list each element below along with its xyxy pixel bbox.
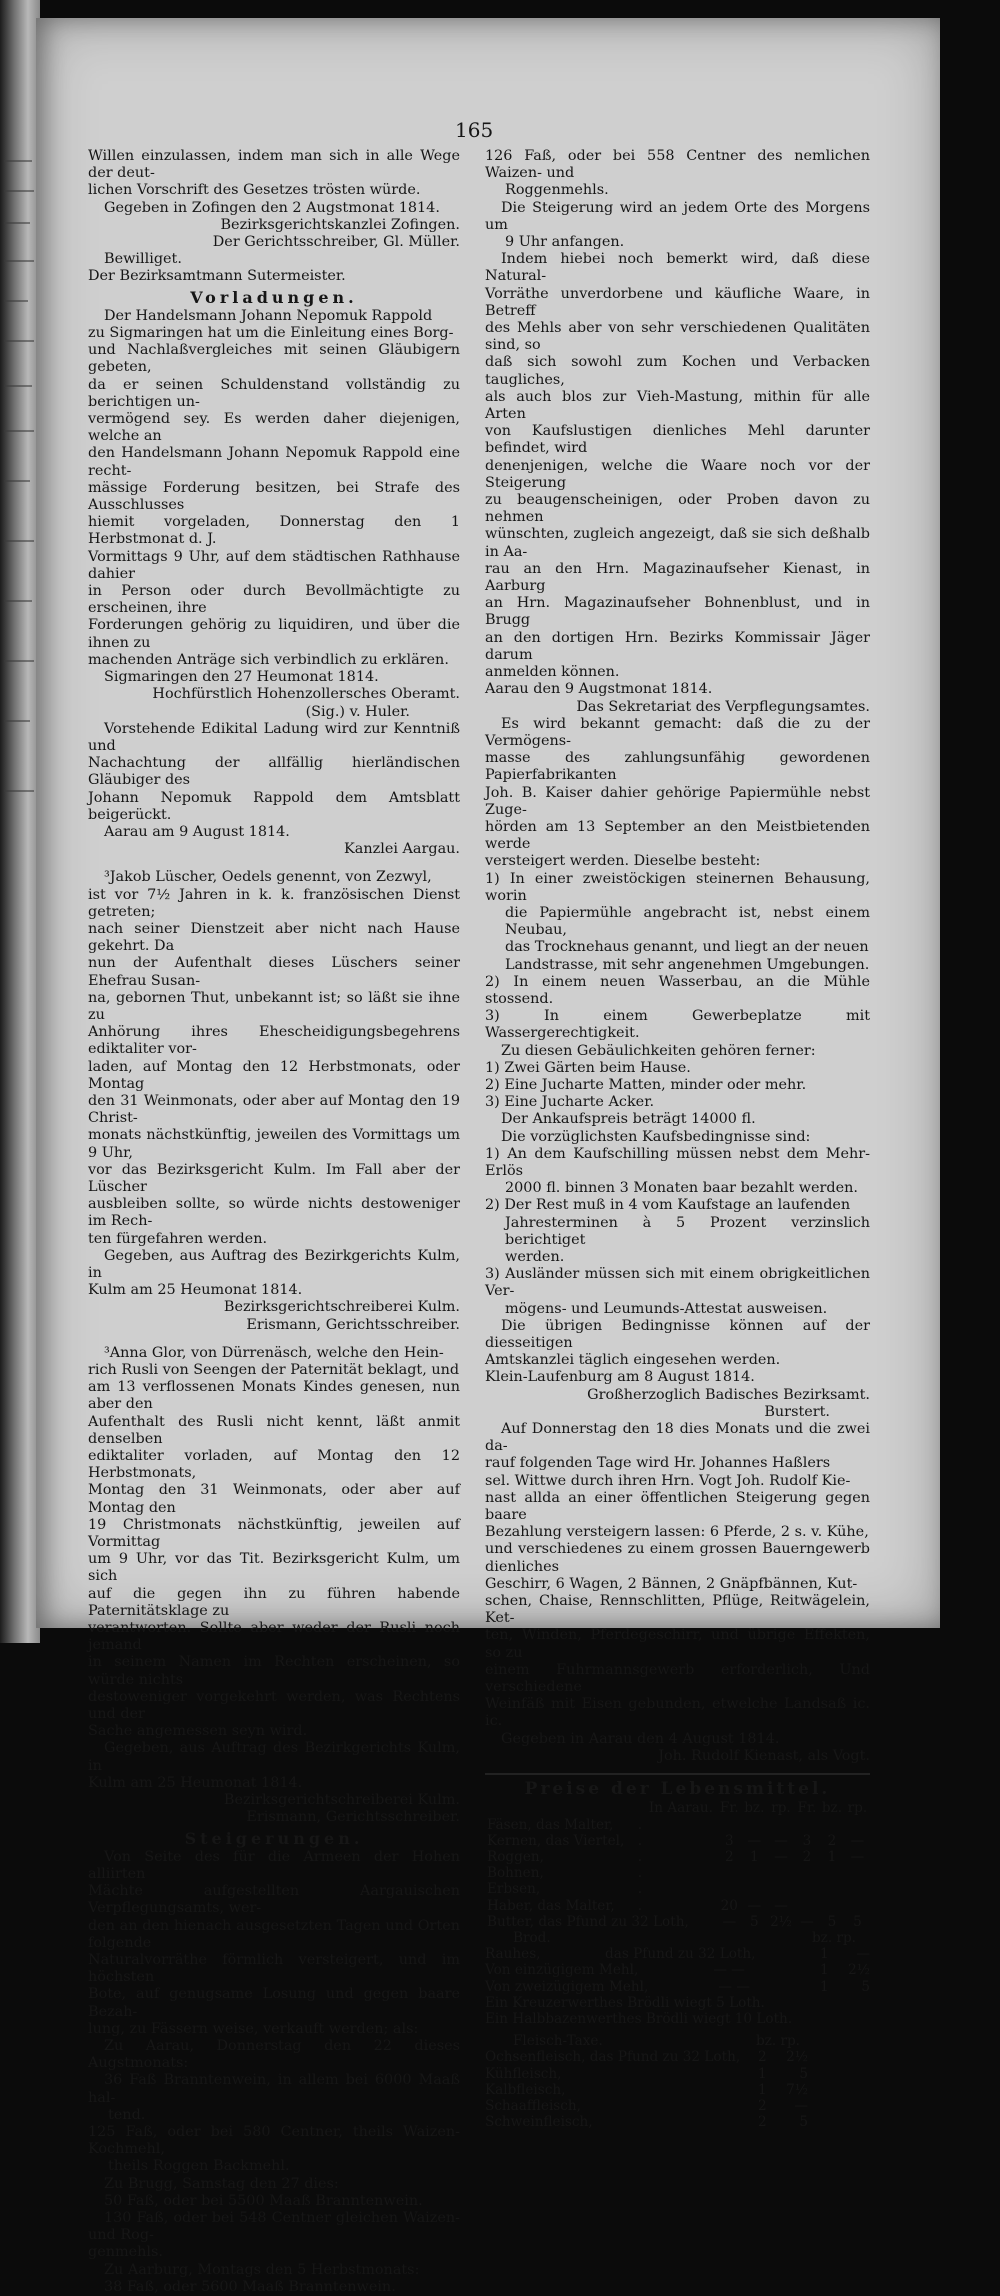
table-row [485,1898,870,1914]
column-header: Fr. [719,1800,739,1817]
text-line: und Nachlaßvergleiches mit seinen Gläubigern gebeten, [88,342,460,376]
text-line: denenjenigen, welche die Waare noch vor der Steigerung [485,457,870,491]
table-cell: Schweinfleisch, [485,2114,593,2131]
table-row [485,1946,870,1962]
table-cell: . [637,1816,643,1833]
table-row [485,1995,870,2011]
table-cell: Fäsen, das Malter, [487,1816,614,1833]
price-line: Der Ankaufspreis beträgt 14000 fl. [501,1111,756,1128]
text-line: nun der Aufenthalt dieses Lüschers seiner Ehefrau Susan- [88,955,460,989]
table-cell: . [637,1865,643,1882]
date-line: Gegeben, aus Auftrag des Bezirkgerichts Kulm, in [88,1740,460,1774]
list-item: 2000 fl. binnen 3 Monaten baar bezahlt werden. [505,1180,858,1197]
table-row [485,1914,870,1930]
text-line: Bezahlung versteigern lassen: 6 Pferde, 2 s. v. Kühe, [485,1524,869,1541]
table-cell: das Pfund zu 32 Loth, [605,1946,756,1963]
signature-line: Bezirksgerichtschreiberei Kulm. [223,1792,460,1809]
fleisch-heading: Fleisch-Taxe. [513,2033,603,2050]
signature-line: Erismann, Gerichtsschreiber. [246,1809,460,1826]
table-cell: 5 [799,2065,808,2082]
text-line: den Handelsmann Johann Nepomuk Rappold eine recht- [88,445,460,479]
table-cell: 1 [819,1978,829,1995]
table-cell: Schaaffleisch, [485,2097,581,2114]
text-line: destoweniger vorgekehrt werden, was Rechtens und der [88,1688,460,1723]
list-item: 2) Eine Jucharte Matten, minder oder mehr. [485,1076,807,1093]
table-cell: Von zweizügigem Mehl, [485,1978,649,1995]
table-cell: . [637,1848,643,1865]
text-line: Es wird bekannt gemacht: daß die zu der Vermögens- [485,715,870,749]
signature-line: Das Sekretariat des Verpflegungsamtes. [576,698,870,715]
table-cell: — [747,1832,762,1849]
text-line: masse des zahlungsunfähig gewordenen Papierfabrikanten [485,750,870,784]
text-line: hiemit vorgeladen, Donnerstag den 1 Herbstmonat d. J. [88,514,460,548]
text-line: zu Sigmaringen hat um die Einleitung eines Borg- [88,325,454,342]
table-cell: Rauhes, [485,1946,541,1963]
table-cell: Roggen, [487,1848,544,1865]
text-line: zu beaugenscheinigen, oder Proben davon zu nehmen [485,492,870,526]
text-line: Von Seite des für die Armeen der Hohen alliirten [88,1848,460,1882]
table-cell: — [747,1897,762,1914]
table-row [485,1962,870,1978]
table-cell: — [794,2097,808,2114]
text-line: 126 Faß, oder bei 558 Centner des nemlichen Waizen- und [485,148,870,182]
table-cell: Haber, das Malter, [487,1897,615,1914]
text-line: na, gebornen Thut, unbekannt ist; so läßt sie ihne zu [88,989,460,1023]
table-cell: 2 [827,1832,837,1849]
text-line: schen, Chaise, Rennschlitten, Pflüge, Reitwägelein, Ket- [485,1593,870,1627]
text-line: und verschiedenes zu einem grossen Bauerngewerb dienliches [485,1541,870,1575]
table-cell: 1 [758,2065,767,2082]
price-table [485,1800,870,1930]
table-cell: — [856,1946,870,1963]
table-cell: — [850,1832,865,1849]
text-line: Geschirr, 6 Wagen, 2 Bännen, 2 Gnäpfbännen, Kut- [485,1575,858,1592]
text-line: den an den hienach ausgesetzten Tagen und Orten folgende [88,1917,460,1951]
brod-heading: Brod. [513,1929,551,1946]
table-row [485,1865,870,1881]
text-line: an den dortigen Hrn. Bezirks Kommissair Jäger darum [485,629,870,663]
text-line: Johann Nepomuk Rappold dem Amtsblatt beigerückt. [88,789,460,823]
table-row [485,2114,870,2130]
table-cell [767,1817,795,1833]
text-line: Joh. B. Kaiser dahier gehörige Papiermühle nebst Zuge- [485,784,870,818]
text-line: des Mehls aber von sehr verschiedenen Qualitäten sind, so [485,320,870,354]
text-line: 36 Faß Branntenwein, in allem bei 6000 Maaß hal- [88,2072,460,2106]
list-item: 2) Der Rest muß in 4 vom Kaufstage an laufenden [485,1197,851,1214]
text-line: rau an den Hrn. Magazinaufseher Kienast, in Aarburg [485,560,870,595]
text-line: Die übrigen Bedingnisse können auf der diesseitigen [485,1317,870,1352]
table-cell [717,1817,741,1833]
table-cell: — [722,1913,737,1930]
text-line: Der Handelsmann Johann Nepomuk Rappold [104,307,433,324]
list-item: Landstrasse, mit sehr angenehmen Umgebungen. [505,956,870,973]
list-item: Jahresterminen à 5 Prozent verzinslich berichtiget [505,1214,870,1248]
location-heading: Zu Aarburg, Montags den 5 Herbstmonats: [104,2261,420,2278]
list-item: 2) In einem neuen Wasserbau, an die Mühle stossend. [485,973,870,1007]
text-line: ist vor 7½ Jahren in k. k. französischen Dienst getreten; [88,886,460,920]
text-line: Vorräthe unverdorbene und käufliche Waare, in Betreff [485,285,870,319]
table-cell: 2 [758,2114,767,2131]
column-header: bz. [821,1800,843,1817]
text-line: in Person oder durch Bevollmächtigte zu erscheinen, ihre [88,583,460,617]
text-line: ³Anna Glor, von Dürrenäsch, welche den Hein- [104,1344,444,1361]
text-line: Die Steigerung wird an jedem Orte des Morgens um [485,199,870,233]
date-line: Sigmaringen den 27 Heumonat 1814. [104,669,379,686]
text-line: Nachachtung der allfällig hierländischen Gläubiger des [88,755,460,789]
subheading: Die vorzüglichsten Kaufsbedingnisse sind: [501,1128,811,1145]
signature-line: Großherzoglich Badisches Bezirksamt. [587,1386,870,1403]
list-item: 1) In einer zweistöckigen steinernen Behausung, worin [485,870,870,904]
table-cell [741,1817,767,1833]
text-line: Roggenmehls. [505,182,609,199]
text-line: Sache angemessen seyn wird. [88,1723,308,1740]
text-line: Anhörung ihres Ehescheidigungsbegehrens ediktaliter vor- [88,1024,460,1058]
table-cell: 1 [750,1848,759,1865]
table-cell: Erbsen, [487,1881,541,1898]
signature-line: Der Gerichtsschreiber, Gl. Müller. [212,234,460,251]
date-line: Gegeben, aus Auftrag des Bezirkgerichts Kulm, in [88,1247,460,1281]
table-row [485,2098,870,2114]
text-line: versteigert werden. Dieselbe besteht: [485,853,761,870]
text-line: daß sich sowohl zum Kochen und Verbacken taugliches, [485,354,870,388]
text-line: Amtskanzlei täglich eingesehen werden. [485,1352,781,1369]
subheading: Zu diesen Gebäulichkeiten gehören ferner: [501,1042,816,1059]
column-header: bz. [744,1800,765,1817]
signature-line: Joh. Rudolf Kienast, als Vogt. [658,1747,870,1764]
text-line: nast allda an einer öffentlichen Steigerung gegen baare [485,1489,870,1524]
table-cell: — [774,1897,788,1914]
table-cell: 7½ [786,2081,808,2098]
text-line: laden, auf Montag den 12 Herbstmonats, oder Montag [88,1058,460,1092]
fleisch-header [485,2033,870,2049]
table-row [485,1833,870,1849]
table-cell: 5 [853,1913,862,1930]
text-line: 125 Faß, oder bei 580 Centner, theils Waizen-Kochmehl, [88,2123,460,2158]
table-row [485,2082,870,2098]
text-line: am 13 verflossenen Monats Kindes genesen, nun aber den [88,1379,460,1413]
table-cell: 2½ [786,2049,808,2066]
list-item: das Trocknehaus genannt, und liegt an der neuen [505,939,869,956]
brod-header [485,1930,870,1946]
table-cell: 5 [799,2114,808,2131]
table-cell: — [774,1832,788,1849]
table-cell: 2 [758,2097,767,2114]
table-cell: Von einzügigem Mehl, [485,1962,639,1979]
table-cell: . [637,1881,643,1898]
table-cell [795,1817,819,1833]
table-cell: — [850,1848,865,1865]
text-line: 19 Christmonats nächstkünftig, jeweilen auf Vormittag [88,1516,460,1551]
list-item: mögens- und Leumunds-Attestat ausweisen. [505,1300,828,1317]
text-line: von Kaufslustigen dienliches Mehl darunter befindet, wird [485,423,870,457]
text-line: rauf folgenden Tage wird Hr. Johannes Haßlers [485,1455,831,1472]
text-line: sel. Wittwe durch ihren Hrn. Vogt Joh. Rudolf Kie- [485,1472,851,1489]
previous-page-edge [0,0,40,1643]
text-line: monats nächstkünftig, jeweilen des Vormittags um 9 Uhr, [88,1127,460,1161]
table-cell: Ein Kreuzerwerthes Brödli wiegt 5 Loth. [485,1994,765,2011]
text-line: lichen Vorschrift des Gesetzes trösten würde. [88,182,421,199]
table-row [485,2066,870,2082]
text-line: Indem hiebei noch bemerkt wird, daß diese Natural- [485,251,870,285]
approval-line: Bewilliget. [104,251,182,268]
text-line: Vormittags 9 Uhr, auf dem städtischen Rathhause dahier [88,548,460,582]
table-cell: Kühfleisch, [485,2065,562,2082]
table-cell: 2 [758,2049,767,2066]
list-item: 1) Zwei Gärten beim Hause. [485,1059,691,1076]
list-item: 3) Ausländer müssen sich mit einem obrigkeitlichen Ver- [485,1266,870,1300]
table-cell: 2½ [770,1913,792,1930]
text-line: Mächte aufgestellten Aargauischen Verpflegungsamts, wer- [88,1883,460,1917]
table-cell: 20 [720,1897,738,1914]
text-line: da er seinen Schuldenstand vollständig zu berichtigen un- [88,376,460,410]
right-column [485,148,870,2130]
table-cell: 3 [802,1832,812,1849]
text-line: Montag den 31 Weinmonats, oder aber auf Montag den [88,1482,460,1516]
brod-columns: bz. rp. [811,1929,856,1946]
date-line: Kulm am 25 Heumonat 1814. [88,1282,303,1299]
date-line: Gegeben in Zofingen den 2 Augstmonat 1814. [104,199,440,216]
text-line: theils Roggen Backmehl. [108,2158,290,2175]
signature-line: Burstert. [764,1403,830,1420]
text-line: machenden Anträge sich verbindlich zu erklären. [88,651,449,668]
text-line: ediktaliter vorladen, auf Montag den 12 Herbstmonats, [88,1448,460,1482]
table-row [485,1817,870,1833]
text-line: vor das Bezirksgericht Kulm. Im Fall aber der Lüscher [88,1161,460,1195]
text-line: an Hrn. Magazinaufseher Bohnenblust, und in Brugg [485,595,870,629]
table-cell: — [774,1848,788,1865]
text-line: hörden am 13 September an den Meistbietenden werde [485,818,870,853]
text-line: den 31 Weinmonats, oder aber auf Montag den 19 Christ- [88,1092,460,1127]
column-header: rp. [771,1800,791,1817]
table-cell: 1 [827,1848,837,1865]
table-cell: — — [713,1962,745,1979]
section-heading-vorladungen: Vorladungen. [190,287,358,307]
text-line: Bote, auf genugsame Losung und gegen baare Bezah- [88,1986,460,2020]
signature-line: Kanzlei Aargau. [344,841,460,858]
text-line: wünschten, zugleich angezeigt, daß sie sich deßhalb in Aa- [485,526,870,560]
signature-line: Bezirksgerichtskanzlei Zofingen. [220,216,460,233]
table-header-row [485,1800,870,1816]
table-cell: Kernen, das Viertel, [487,1832,625,1849]
text-line: ten fürgefahren werden. [88,1230,268,1247]
text-line: mässige Forderung besitzen, bei Strafe des Ausschlusses [88,479,460,514]
table-cell: Bohnen, [487,1865,544,1882]
text-line: in seinem Namen im Rechten erscheinen, so würde nichts [88,1654,460,1688]
column-header: Fr. [797,1800,817,1817]
divider [485,1773,870,1775]
table-row [485,2049,870,2065]
text-line: ten, Winden, Pferdegeschirr, und übrige Effekten, so zu [485,1627,870,1661]
signature-line: (Sig.) v. Huler. [305,703,410,720]
text-line: Vorstehende Edikital Ladung wird zur Kenntniß und [88,720,460,754]
table-cell: 1 [758,2081,767,2098]
table-row [485,2011,870,2027]
text-line: Forderungen gehörig zu liquidiren, und über die ihnen zu [88,617,460,651]
text-line: um 9 Uhr, vor das Tit. Bezirksgericht Kulm, um sich [88,1551,460,1585]
date-line: Klein-Laufenburg am 8 August 1814. [485,1369,755,1386]
signature-line: Bezirksgerichtschreiberei Kulm. [223,1299,460,1316]
column-header: rp. [847,1800,868,1817]
text-line: Weinfäß mit Eisen gebunden, etwelche Landsaß ic. ic. [485,1696,870,1730]
text-line: Naturalvorräthe förmlich versteigert, und im höchsten [88,1951,460,1986]
table-cell: 2½ [848,1962,870,1979]
table-cell: 1 [820,1946,829,1963]
date-line: Gegeben in Aarau den 4 August 1814. [501,1730,780,1747]
text-line: nach seiner Dienstzeit aber nicht nach Hause gekehrt. Da [88,920,460,955]
table-row [485,1881,870,1897]
text-line: genmehls. [88,2244,163,2261]
signature-line: Der Bezirksamtmann Sutermeister. [88,268,346,285]
signature-line: Hochfürstlich Hohenzollersches Oberamt. [152,686,460,703]
text-line: vermögend sey. Es werden daher diejenigen, welche an [88,411,460,445]
table-cell: — — [718,1978,750,1995]
section-heading-steigerungen: Steigerungen. [184,1828,364,1848]
text-line: verantworten. Sollte aber weder der Rusli noch jemand [88,1620,460,1654]
column-header: In Aarau. [648,1800,713,1817]
list-item: die Papiermühle angebracht ist, nebst einem Neubau, [505,904,870,939]
table-cell: 5 [750,1913,759,1930]
table-cell: 5 [827,1913,837,1930]
location-heading: Zu Brugg, Samstag den 27 dies: [104,2175,339,2192]
text-line: auf die gegen ihn zu führen habende Paternitätsklage zu [88,1585,460,1619]
date-line: Aarau am 9 August 1814. [104,823,290,840]
text-line: einem Fuhrmannsgewerb erforderlich, Und verschiedene [485,1661,870,1696]
list-item: werden. [505,1249,565,1265]
fleisch-columns: bz. rp. [755,2033,800,2050]
page-number: 165 [455,118,494,142]
text-line: rich Rusli von Seengen der Paternität beklagt, und [88,1362,460,1379]
text-line: 50 Faß, oder bei 5500 Maaß Branntenwein. [104,2192,423,2209]
table-cell: — [800,1913,814,1930]
text-line: tend. [108,2106,146,2123]
text-line: ausbleiben sollte, so würde nichts destoweniger im Rech- [88,1196,460,1230]
left-column [88,148,460,2296]
table-cell: 1 [820,1962,829,1979]
table-cell: Butter, das Pfund zu 32 Loth, [487,1913,689,1930]
table-cell: Ochsenfleisch, das Pfund zu 32 Loth, [485,2049,741,2066]
text-line: Aufenthalt des Rusli nicht kennt, läßt anmit denselben [88,1413,460,1447]
table-cell: 3 [724,1832,734,1849]
table-cell [819,1817,845,1833]
date-line: Kulm am 25 Heumonat 1814. [88,1774,303,1791]
price-table-title: Preise der Lebensmittel. [524,1779,831,1800]
signature-line: Erismann, Gerichtsschreiber. [246,1316,460,1333]
table-cell: . [637,1832,643,1849]
text-line: Auf Donnerstag den 18 dies Monats und die zwei da- [485,1421,870,1455]
list-item: 1) An dem Kaufschilling müssen nebst dem Mehr-Erlös [485,1145,870,1179]
table-cell: 2 [724,1848,734,1865]
table-cell: 5 [861,1978,870,1995]
date-line: Aarau den 9 Augstmonat 1814. [485,681,713,698]
table-row [485,1979,870,1995]
table-cell: Kalbfleisch, [485,2081,566,2098]
text-line: 38 Faß, oder 5600 Maaß Branntenwein. [104,2278,396,2295]
text-line: als auch blos zur Vieh-Mastung, mithin für alle Arten [485,388,870,423]
text-line: lung, zu Fässern weise, verkauft werden; als: [88,2020,419,2037]
text-line: anmelden können. [485,664,620,681]
text-line: ³Jakob Lüscher, Oedels genennt, von Zezwyl, [104,869,432,886]
text-line: 130 Faß, oder bei 548 Centner gleichen Waizen- und Rog- [88,2209,460,2244]
text-line: 9 Uhr anfangen. [505,234,625,251]
table-cell: Ein Halbbazenwerthes Brödli wiegt 10 Loth. [485,2010,793,2027]
table-cell: 2 [802,1848,812,1865]
text-line: Willen einzulassen, indem man sich in alle Wege der deut- [88,148,460,182]
location-heading: Zu Aarau, Donnerstag den 22 dieses Augstmonats: [88,2037,460,2072]
list-item: 3) In einem Gewerbeplatze mit Wassergerechtigkeit. [485,1008,870,1042]
list-item: 3) Eine Jucharte Acker. [485,1094,655,1111]
table-row [485,1849,870,1865]
table-cell: . [637,1897,643,1914]
table-cell [845,1817,870,1833]
